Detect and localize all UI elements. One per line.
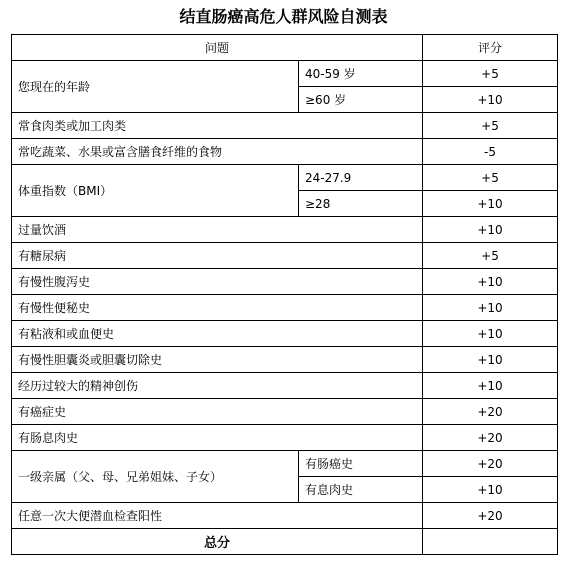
score-age-2: +10 [423, 87, 558, 113]
header-question: 问题 [12, 35, 423, 61]
score-occult: +20 [423, 503, 558, 529]
option-bmi-2: ≥28 [299, 191, 423, 217]
score-constipation: +10 [423, 295, 558, 321]
question-diabetes: 有糖尿病 [12, 243, 423, 269]
score-bmi-1: +5 [423, 165, 558, 191]
table-row [12, 503, 558, 529]
table-header-row [12, 35, 558, 61]
table-row [12, 399, 558, 425]
question-relatives: 一级亲属（父、母、兄弟姐妹、子女） [12, 451, 299, 503]
score-gallbladder: +10 [423, 347, 558, 373]
question-trauma: 经历过较大的精神创伤 [12, 373, 423, 399]
page-title: 结直肠癌高危人群风险自测表 [179, 7, 388, 26]
question-fiber: 常吃蔬菜、水果或富含膳食纤维的食物 [12, 139, 423, 165]
table-row [12, 425, 558, 451]
question-gallbladder: 有慢性胆囊炎或胆囊切除史 [12, 347, 423, 373]
table-row [12, 269, 558, 295]
question-diarrhea: 有慢性腹泻史 [12, 269, 423, 295]
score-cancer: +20 [423, 399, 558, 425]
option-relatives-1: 有肠癌史 [299, 451, 423, 477]
question-bmi: 体重指数（BMI） [12, 165, 299, 217]
question-age: 您现在的年龄 [12, 61, 299, 113]
question-alcohol: 过量饮酒 [12, 217, 423, 243]
total-row [12, 529, 558, 555]
question-cancer: 有癌症史 [12, 399, 423, 425]
score-alcohol: +10 [423, 217, 558, 243]
risk-assessment-table [11, 34, 558, 555]
table-row [12, 373, 558, 399]
table-row [12, 347, 558, 373]
question-meat: 常食肉类或加工肉类 [12, 113, 423, 139]
score-trauma: +10 [423, 373, 558, 399]
score-polyp: +20 [423, 425, 558, 451]
table-row [12, 165, 558, 191]
score-mucus: +10 [423, 321, 558, 347]
table-row [12, 321, 558, 347]
score-age-1: +5 [423, 61, 558, 87]
table-row [12, 113, 558, 139]
option-relatives-2: 有息肉史 [299, 477, 423, 503]
total-value[interactable] [423, 529, 558, 555]
table-row [12, 295, 558, 321]
table-row [12, 217, 558, 243]
question-occult: 任意一次大便潜血检查阳性 [12, 503, 423, 529]
table-row [12, 243, 558, 269]
score-fiber: -5 [423, 139, 558, 165]
score-meat: +5 [423, 113, 558, 139]
score-relatives-2: +10 [423, 477, 558, 503]
table-row [12, 451, 558, 477]
option-age-1: 40-59 岁 [299, 61, 423, 87]
header-score: 评分 [423, 35, 558, 61]
score-diarrhea: +10 [423, 269, 558, 295]
score-relatives-1: +20 [423, 451, 558, 477]
question-constipation: 有慢性便秘史 [12, 295, 423, 321]
total-label: 总分 [12, 529, 423, 555]
table-row [12, 61, 558, 87]
score-bmi-2: +10 [423, 191, 558, 217]
option-age-2: ≥60 岁 [299, 87, 423, 113]
option-bmi-1: 24-27.9 [299, 165, 423, 191]
score-diabetes: +5 [423, 243, 558, 269]
table-row [12, 139, 558, 165]
question-polyp: 有肠息肉史 [12, 425, 423, 451]
question-mucus: 有粘液和或血便史 [12, 321, 423, 347]
